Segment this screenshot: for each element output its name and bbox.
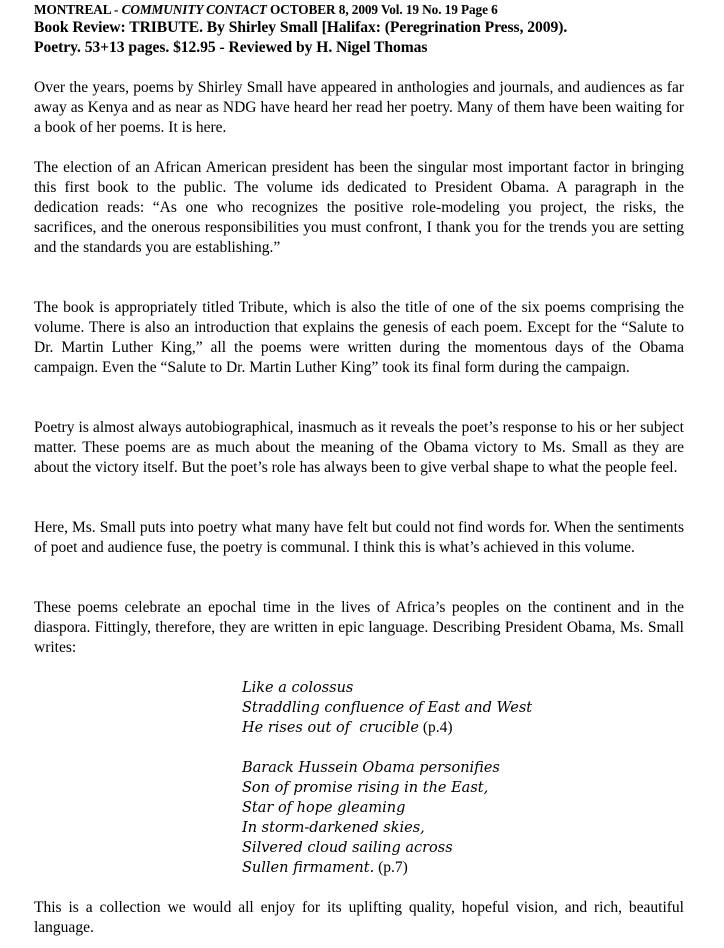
paragraph-title-genesis: The book is appropriately titled Tribute, which is also the title of one of the six poems comprising the volume. There is also an introduction that explains the genesis of each poem. Except for the “Salute to Dr. Martin Luther King,” all the poems were written during the momentous days of the Obama campaign. Even the “Salute to Dr. Martin Luther King” took its final form during the campaign.	[34, 299, 684, 376]
paragraph-communal: Here, Ms. Small puts into poetry what many have felt but could not find words for. When the sentiments of poet and audience fuse, the poetry is communal. I think this is what’s achieved in this volume.	[34, 519, 684, 556]
article-title	[34, 18, 684, 58]
masthead-city: MONTREAL -	[34, 2, 122, 17]
paragraph-intro: Over the years, poems by Shirley Small have appeared in anthologies and journals, and audiences as far away as Kenya and as near as NDG have heard her read her poetry. Many of them have been waiting for a book of her poems. It is here.	[34, 79, 684, 136]
poem-line-text: He rises out of crucible	[242, 720, 419, 736]
poem-line	[242, 858, 500, 878]
poem-line: Star of hope gleaming	[242, 800, 406, 816]
paragraph-autobiographical: Poetry is almost always autobiographical, inasmuch as it reveals the poet’s response to his or her subject matter. These poems are as much about the meaning of the Obama victory to Ms. Small as they are about the victory itself. But the poet’s role has always been to give verbal shape to what the people feel.	[34, 419, 684, 476]
poem-line-text: Sullen firmament.	[242, 860, 375, 876]
title-line-1: Book Review: TRIBUTE. By Shirley Small [Halifax: (Peregrination Press, 2009).	[34, 19, 568, 36]
page-reference: (p.7)	[374, 859, 408, 876]
paragraph-epic-language: These poems celebrate an epochal time in the lives of Africa’s peoples on the continent and in the diaspora. Fittingly, therefore, they are written in epic language. Describing President Obama, Ms. Small writes:	[34, 599, 684, 656]
masthead	[34, 2, 684, 18]
poem-line: Son of promise rising in the East,	[242, 780, 489, 796]
title-line-2: Poetry. 53+13 pages. $12.95 - Reviewed by H. Nigel Thomas	[34, 39, 428, 56]
page-reference: (p.4)	[418, 719, 453, 736]
poem-line: Straddling confluence of East and West	[242, 700, 533, 716]
masthead-issue: OCTOBER 8, 2009 Vol. 19 No. 19 Page 6	[266, 2, 498, 17]
poem-line: Like a colossus	[242, 680, 354, 696]
masthead-publication: COMMUNITY CONTACT	[121, 2, 267, 17]
paragraph-conclusion: This is a collection we would all enjoy for its uplifting quality, hopeful vision, and rich, beautiful language.	[34, 899, 684, 936]
poem-line: In storm-darkened skies,	[242, 820, 425, 836]
article-page	[34, 0, 684, 936]
poem-stanza-1	[242, 678, 532, 738]
poem-line: Silvered cloud sailing across	[242, 840, 453, 856]
poem-line	[242, 718, 532, 738]
poem-line: Barack Hussein Obama personifies	[242, 760, 500, 776]
poem-stanza-2	[242, 758, 500, 878]
paragraph-dedication: The election of an African American president has been the singular most important factor in bringing this first book to the public. The volume ids dedicated to President Obama. A paragraph in the dedication reads: “As one who recognizes the positive role-modeling you project, the risks, the sacrifices, and the onerous responsibilities you must confront, I thank you for the trends you are setting and the standards you are establishing.”	[34, 159, 684, 256]
